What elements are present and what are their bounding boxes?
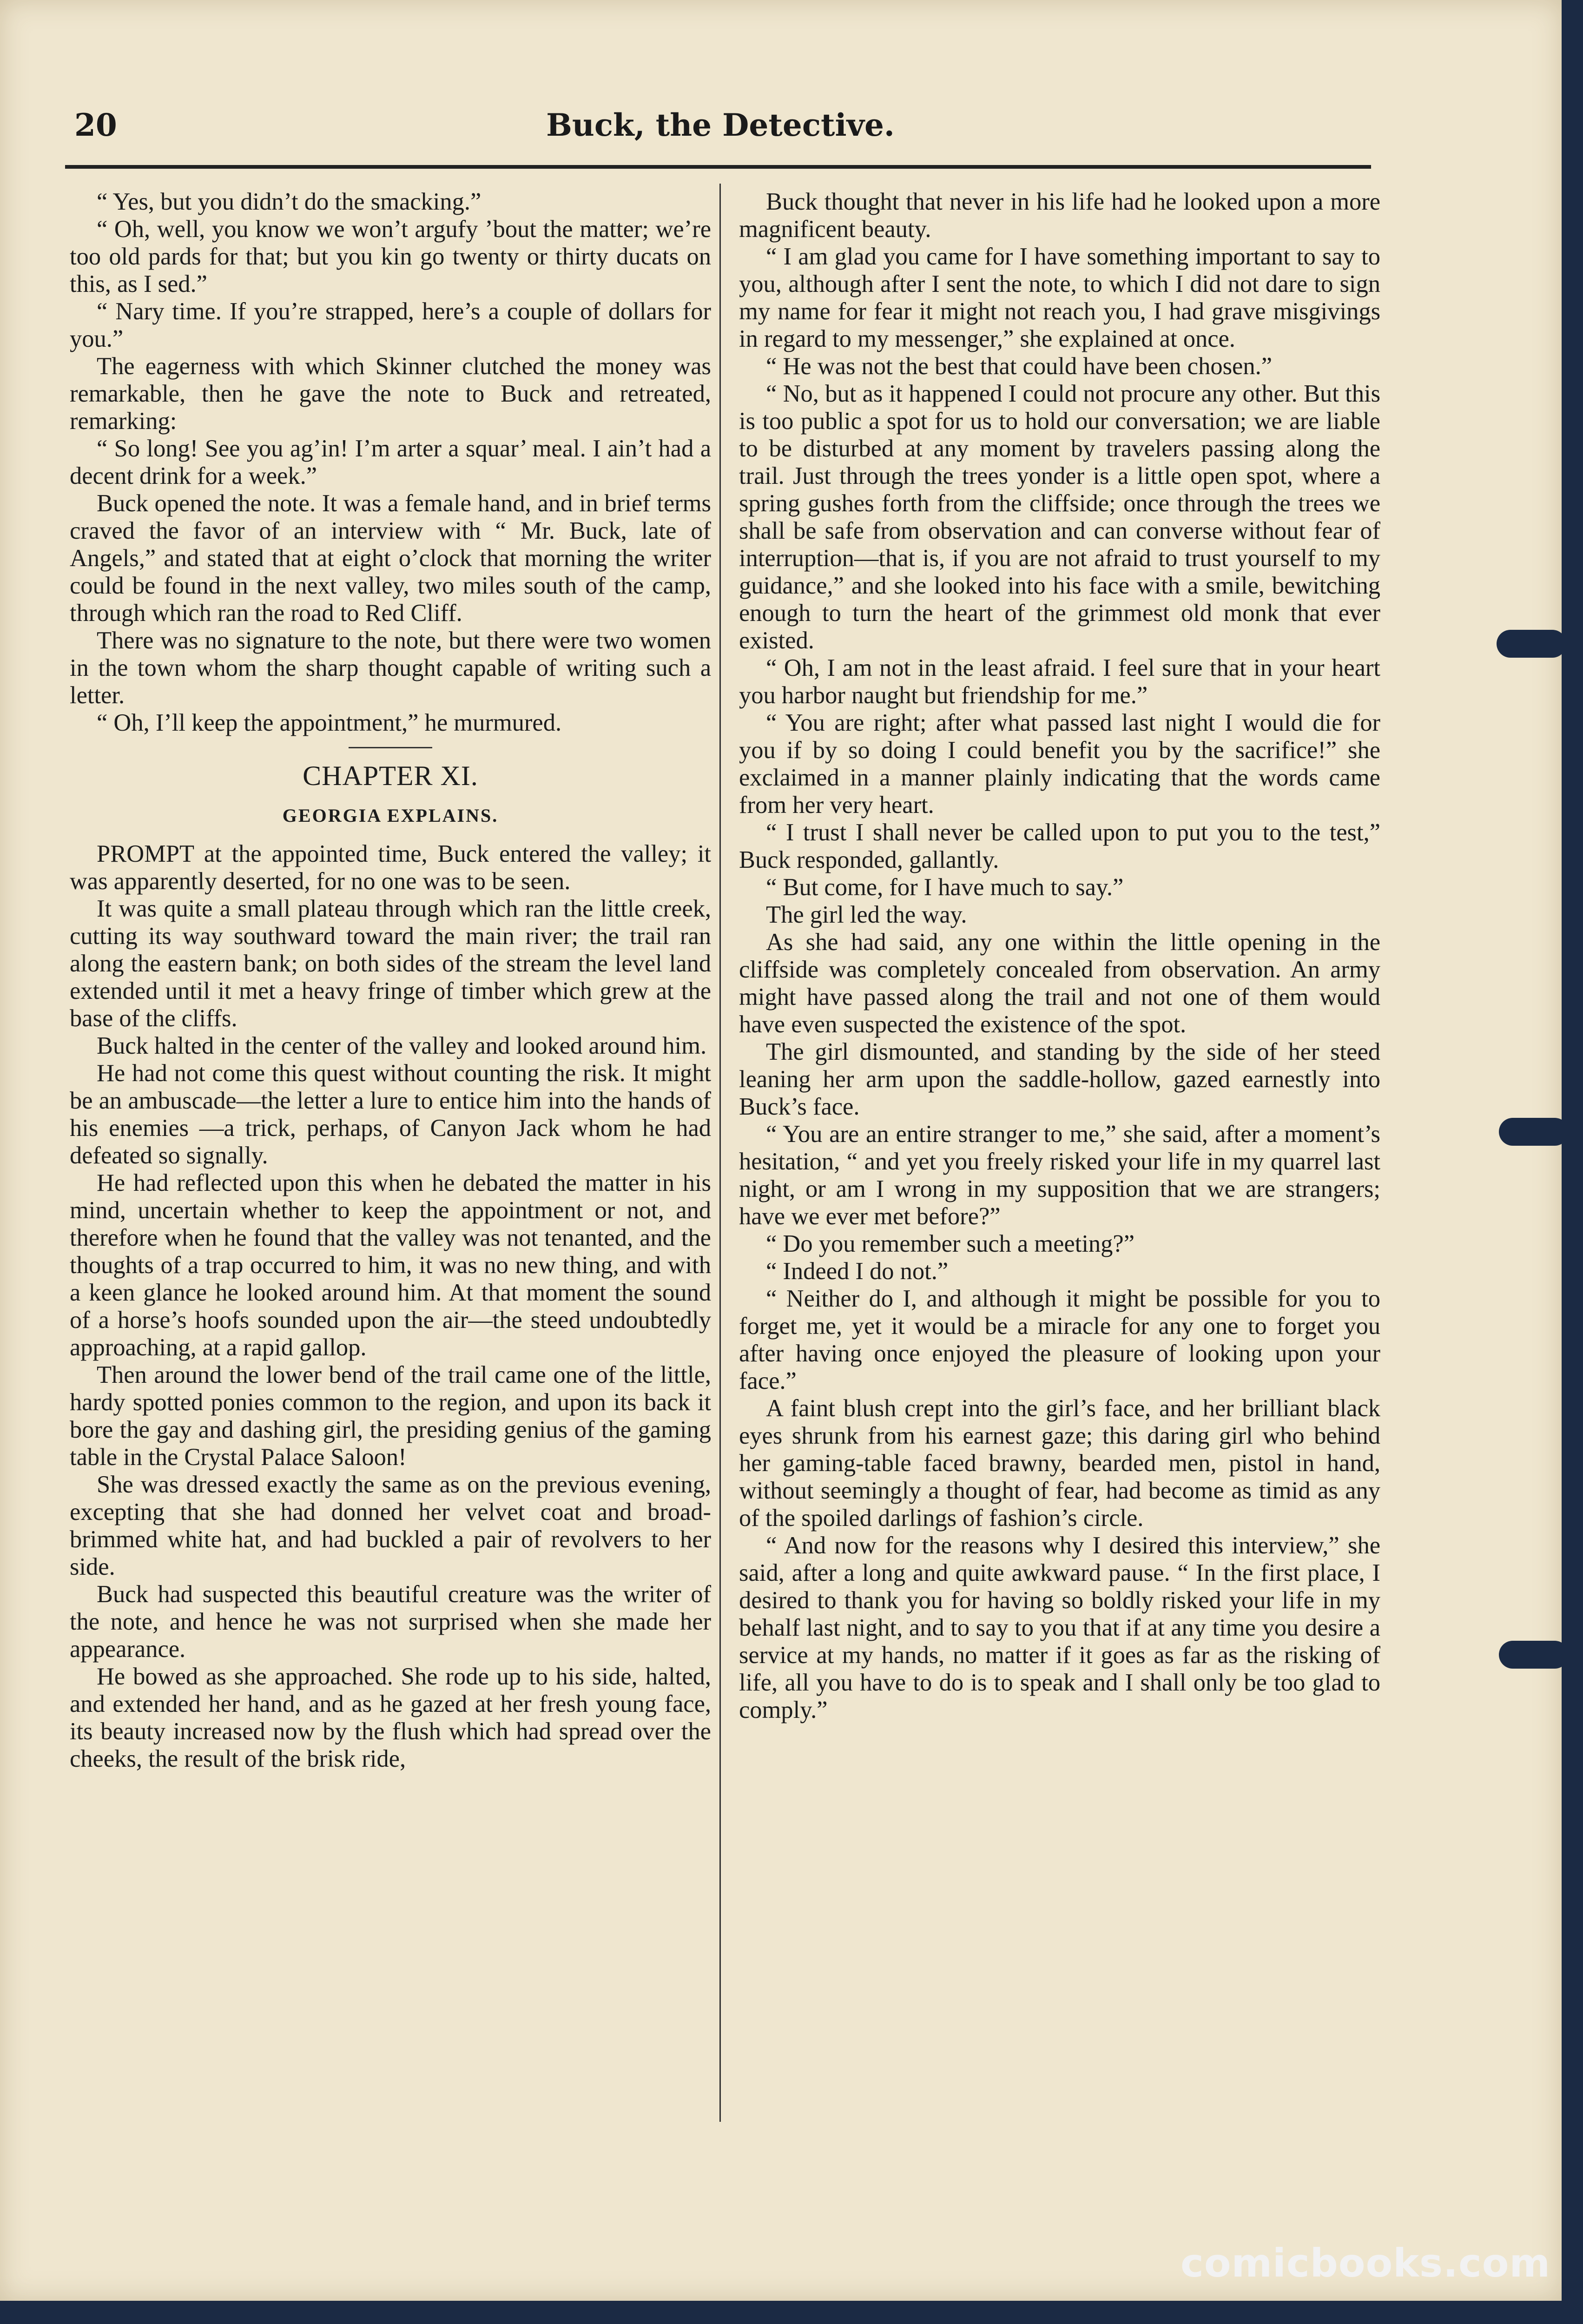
column-divider xyxy=(719,184,721,2122)
paragraph: Buck halted in the center of the valley and looked around him. xyxy=(97,1032,707,1059)
paragraph: There was no signature to the note, but there were two women in the town whom the sharp thought capable of writing such a letter. xyxy=(70,627,711,709)
paragraph: “ He was not the best that could have been chosen.” xyxy=(766,353,1272,380)
paragraph: The eagerness with which Skinner clutched the money was remarkable, then he gave the note to Buck and retreated, remarking: xyxy=(70,353,711,435)
binding-hole xyxy=(1497,630,1566,658)
chapter-separator xyxy=(349,747,432,748)
paragraph: “ I am glad you came for I have something important to say to you, although after I sent the note, to which I did not dare to sign my name for fear it might not reach you, I had grave misgivings in regard to my messenger,” she explained at once. xyxy=(739,243,1380,352)
paragraph: “ Yes, but you didn’t do the smacking.” xyxy=(97,188,481,215)
paragraph: “ Oh, I am not in the least afraid. I feel sure that in your heart you harbor naught but friendship for me.” xyxy=(739,654,1380,709)
paragraph: “ Do you remember such a meeting?” xyxy=(766,1230,1135,1257)
paragraph: “ No, but as it happened I could not procure any other. But this is too public a spot for us to hold our conversation; we are liable to be disturbed at any moment by travelers passing along the trail. Just through the trees yonder is a little open spot, where a spring gushes forth from the cliffside; once through the trees we shall be safe from observation and can converse without fear of interruption—that is, if you are not afraid to trust yourself to my guidance,” and she looked into his face with a smile, bewitching enough to turn the heart of the grimmest old monk that ever existed. xyxy=(739,380,1380,654)
paragraph: It was quite a small plateau through which ran the little creek, cutting its way southward toward the main river; the trail ran along the eastern bank; on both sides of the stream the level land extended until it met a heavy fringe of timber which grew at the base of the cliffs. xyxy=(70,895,711,1032)
paragraph: “ Indeed I do not.” xyxy=(766,1258,949,1285)
paragraph: PROMPT at the appointed time, Buck entered the valley; it was apparently deserted, for no one was to be seen. xyxy=(70,840,711,895)
paragraph: Buck had suspected this beautiful creature was the writer of the note, and hence he was not surprised when she made her appearance. xyxy=(70,1581,711,1663)
paragraph: “ Oh, well, you know we won’t argufy ’bout the matter; we’re too old pards for that; but you kin go twenty or thirty ducats on this, as I sed.” xyxy=(70,216,711,297)
left-column xyxy=(70,188,711,1773)
right-column xyxy=(739,188,1380,1724)
binding-hole xyxy=(1499,1641,1569,1669)
paragraph: Buck opened the note. It was a female hand, and in brief terms craved the favor of an interview with “ Mr. Buck, late of Angels,” and stated that at eight o’clock that morning the writer could be found in the next valley, two miles south of the camp, through which ran the road to Red Cliff. xyxy=(70,490,711,627)
chapter-subtitle: GEORGIA EXPLAINS. xyxy=(282,805,499,826)
header-rule xyxy=(65,165,1371,169)
paragraph: “ I trust I shall never be called upon to put you to the test,” Buck responded, gallantly. xyxy=(739,819,1380,873)
page-header xyxy=(70,107,1371,158)
paragraph: “ Oh, I’ll keep the appointment,” he murmured. xyxy=(97,709,562,736)
paragraph: The girl led the way. xyxy=(766,901,967,928)
watermark-text: comicbooks.com xyxy=(1181,2240,1550,2286)
paragraph: “ So long! See you ag’in! I’m arter a squar’ meal. I ain’t had a decent drink for a week.” xyxy=(70,435,711,489)
paragraph: “ But come, for I have much to say.” xyxy=(766,874,1124,901)
running-head-title: Buck, the Detective. xyxy=(546,107,895,143)
paragraph: “ And now for the reasons why I desired this interview,” she said, after a long and quite awkward pause. “ In the first place, I desired to thank you for having so boldly risked your life in my behalf last night, and to say to you that if at any time you desire a service at my hands, no matter if it goes as far as the risking of life, all you have to do is to speak and I shall only be too glad to comply.” xyxy=(739,1532,1380,1723)
paragraph: He had reflected upon this when he debated the matter in his mind, uncertain whether to keep the appointment or not, and therefore when he found that the valley was not tenanted, and the thoughts of a trap occurred to him, it was no new thing, and with a keen glance he looked around him. At that moment the sound of a horse’s hoofs sounded upon the air—the steed undoubtedly approaching, at a rapid gallop. xyxy=(70,1169,711,1361)
paragraph: He had not come this quest without counting the risk. It might be an ambuscade—the letter a lure to entice him into the hands of his enemies —a trick, perhaps, of Canyon Jack whom he had defeated so signally. xyxy=(70,1060,711,1169)
paragraph: She was dressed exactly the same as on the previous evening, excepting that she had donned her velvet coat and broad-brimmed white hat, and had buckled a pair of revolvers to her side. xyxy=(70,1471,711,1580)
paragraph: He bowed as she approached. She rode up to his side, halted, and extended her hand, and as he gazed at her fresh young face, its beauty increased now by the flush which had spread over the cheeks, the result of the brisk ride, xyxy=(70,1663,711,1772)
paragraph: “ You are right; after what passed last night I would die for you if by so doing I could benefit you by the sacrifice!” she exclaimed in a manner plainly indicating that the words came from her very heart. xyxy=(739,709,1380,819)
paragraph: A faint blush crept into the girl’s face, and her brilliant black eyes shrunk from his earnest gaze; this daring girl who behind her gaming-table faced brawny, bearded men, pistol in hand, without seemingly a thought of fear, had become as timid as any of the spoiled darlings of fashion’s circle. xyxy=(739,1395,1380,1532)
paragraph: “ Nary time. If you’re strapped, here’s a couple of dollars for you.” xyxy=(70,298,711,352)
binding-hole xyxy=(1499,1118,1569,1146)
chapter-title: CHAPTER XI. xyxy=(303,760,478,791)
paragraph: “ You are an entire stranger to me,” she said, after a moment’s hesitation, “ and yet you freely risked your life in my quarrel last night, or am I wrong in my supposition that we are strangers; have we ever met before?” xyxy=(739,1121,1380,1230)
paragraph: “ Neither do I, and although it might be possible for you to forget me, yet it would be a miracle for any one to forget you after having once enjoyed the pleasure of looking upon your face.” xyxy=(739,1285,1380,1394)
page-number: 20 xyxy=(74,107,117,143)
paragraph: As she had said, any one within the little opening in the cliffside was completely concealed from observation. An army might have passed along the trail and not one of them would have even suspected the existence of the spot. xyxy=(739,929,1380,1038)
paragraph: Buck thought that never in his life had he looked upon a more magnificent beauty. xyxy=(739,188,1380,243)
paragraph: The girl dismounted, and standing by the side of her steed leaning her arm upon the saddle-hollow, gazed earnestly into Buck’s face. xyxy=(739,1038,1380,1120)
paragraph: Then around the lower bend of the trail came one of the little, hardy spotted ponies common to the region, and upon its back it bore the gay and dashing girl, the presiding genius of the gaming table in the Crystal Palace Saloon! xyxy=(70,1361,711,1471)
